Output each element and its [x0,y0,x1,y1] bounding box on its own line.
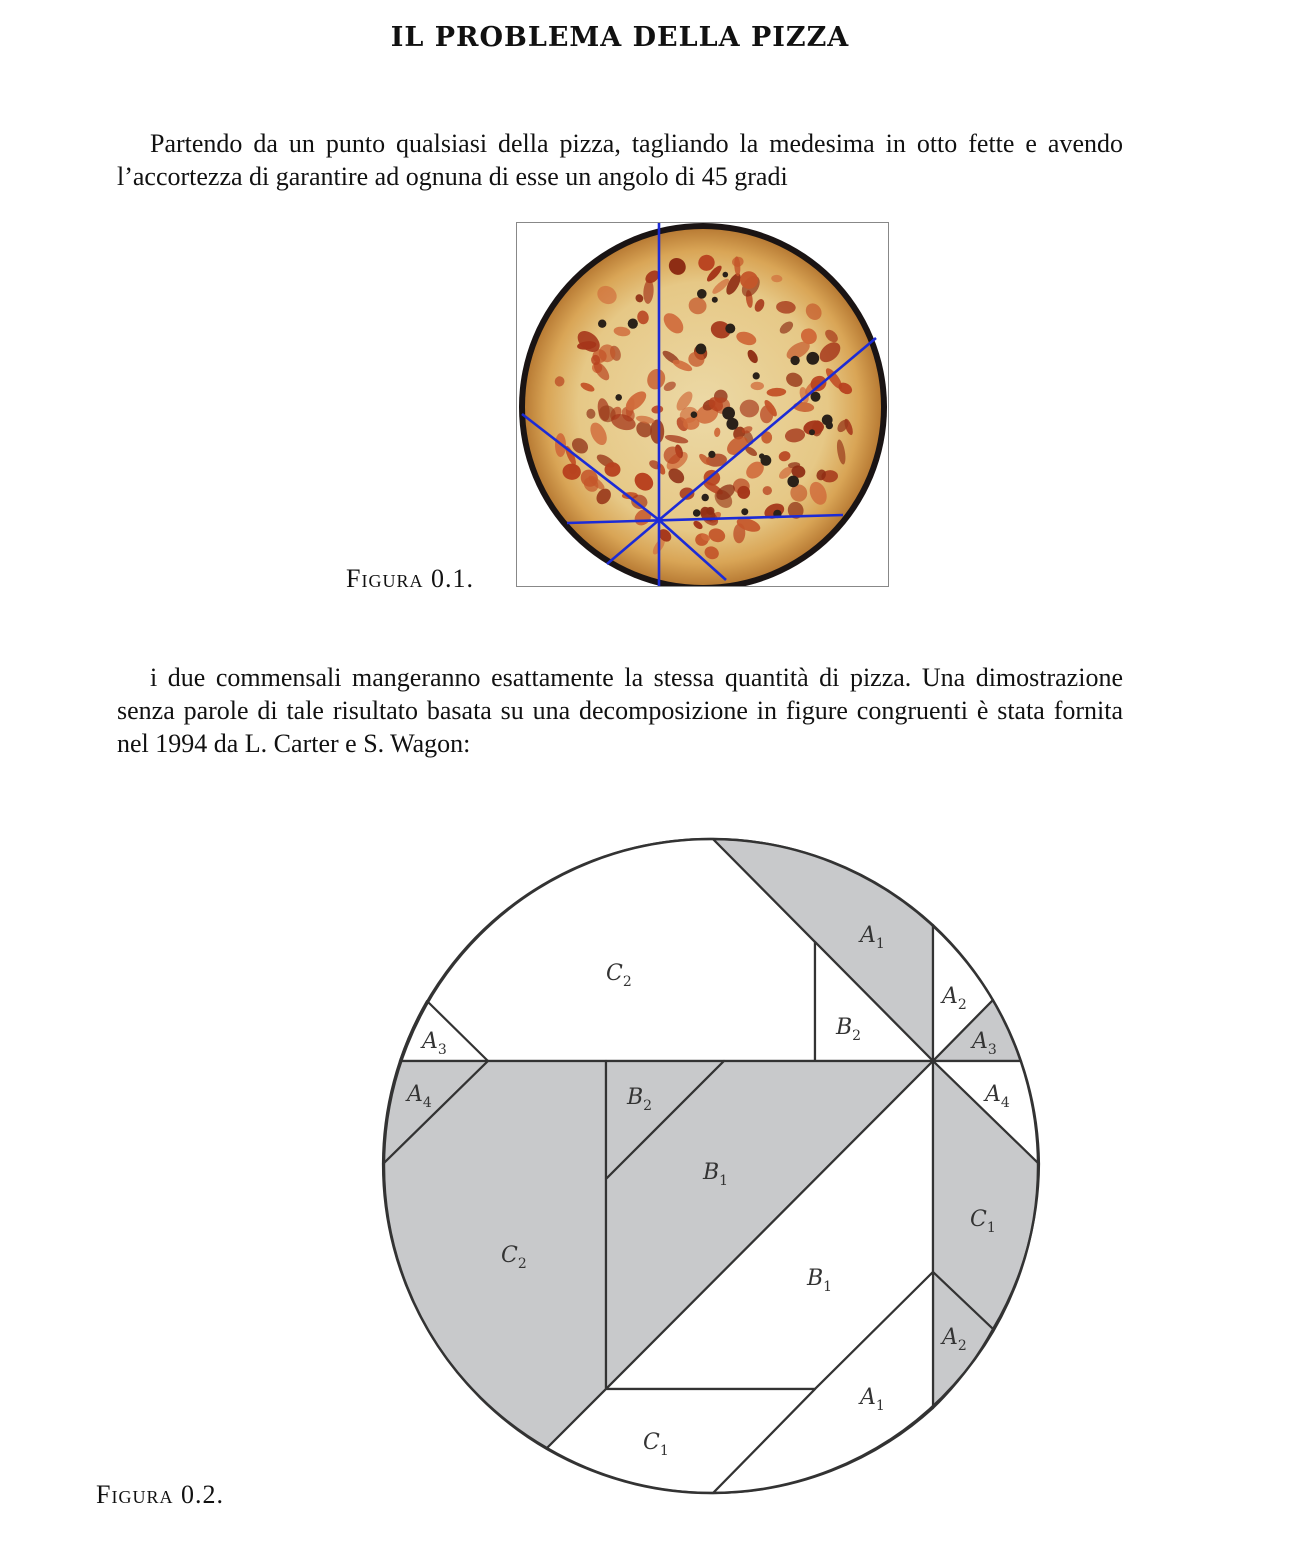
label-a4-right: $A_4$ [985,1082,1010,1111]
label-a3-left: $A_3$ [422,1029,447,1058]
label-a1-bottom: $A_1$ [860,1385,885,1414]
pizza-photo [517,223,889,587]
label-b2-top: $B_2$ [836,1015,862,1044]
label-c2-top: $C_2$ [606,961,632,990]
label-b1-white: $B_1$ [807,1266,833,1295]
label-a3-right: $A_3$ [972,1029,997,1058]
result-paragraph: i due commensali mangeranno esattamente la stessa quantità di pizza. Una dimostrazione senza parole di tale risultato basata su una decomposizione in figure congruenti è stata fornita nel 1994 da L. Carter e S. Wagon: [117,663,1123,758]
label-b1-shaded: $B_1$ [703,1160,729,1189]
figure-2-caption: Figura 0.2. [96,1480,224,1509]
label-a2-bottom: $A_2$ [942,1325,967,1354]
label-c1-bottom: $C_1$ [643,1430,669,1459]
pizza-decomposition-diagram [370,825,1060,1505]
label-a2-top: $A_2$ [942,984,967,1013]
label-a4-left: $A_4$ [407,1082,432,1111]
pizza-photo-frame [516,222,889,587]
label-a1-top: $A_1$ [860,923,885,952]
label-c2-left: $C_2$ [501,1243,527,1272]
figure-1-caption: Figura 0.1. [346,564,474,593]
intro-paragraph: Partendo da un punto qualsiasi della pizza, tagliando la medesima in otto fette e avendo l’accortezza di garantire ad ognuna di esse un angolo di 45 gradi [117,129,1123,191]
page-title: IL PROBLEMA DELLA PIZZA [390,22,850,53]
label-c1-right: $C_1$ [970,1207,996,1236]
label-b2-mid: $B_2$ [627,1085,653,1114]
